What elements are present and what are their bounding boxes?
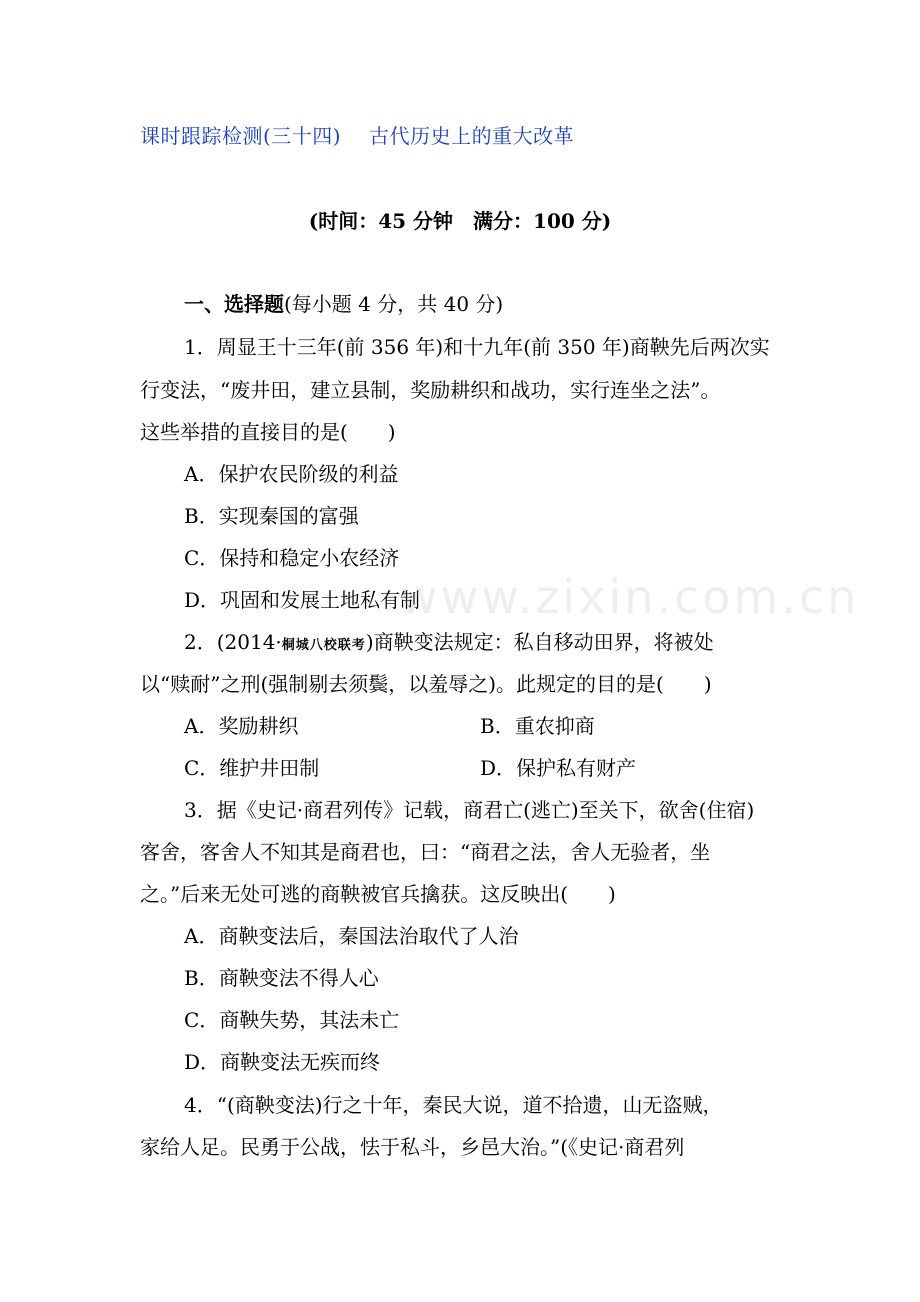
exam-meta: [0, 205, 920, 234]
section-heading: [184, 291, 503, 317]
q3-option-d: D．商鞅变法无疾而终: [184, 1050, 381, 1074]
q1-option-b: B．实现秦国的富强: [184, 504, 359, 528]
q1-option-c: C．保持和稳定小农经济: [184, 546, 400, 570]
q3-line-3: 之。”后来无处可逃的商鞅被官兵擒获。这反映出( ): [140, 882, 616, 906]
q2-option-d: D．保护私有财产: [480, 756, 637, 780]
q3-line-2: 客舍，客舍人不知其是商君也，曰：“商君之法，舍人无验者，坐: [140, 840, 711, 864]
q2-options-row-1: [184, 713, 744, 739]
q2-option-c: C．维护井田制: [184, 756, 320, 780]
q2-source: 桐城八校联考: [281, 638, 366, 653]
title-part-1: 课时跟踪检测(三十四): [140, 124, 342, 148]
q2-line-1: [184, 629, 714, 659]
q2-prefix: 2．(2014·: [184, 630, 282, 654]
section-title: 一、选择题: [184, 292, 284, 316]
q3-option-b: B．商鞅变法不得人心: [184, 966, 379, 990]
q2-option-a: A．奖励耕织: [184, 714, 299, 738]
q2-line-2: 以“赎耐”之刑(强制剔去须鬓，以羞辱之)。此规定的目的是( ): [140, 672, 712, 696]
document-title: [140, 120, 574, 149]
q3-line-1: 3．据《史记·商君列传》记载，商君亡(逃亡)至关下，欲舍(住宿): [184, 798, 755, 822]
q1-line-3: 这些举措的直接目的是( ): [140, 420, 396, 444]
q2-option-b: B．重农抑商: [480, 714, 595, 738]
watermark: www.zixin.com.cn: [400, 570, 860, 624]
q2-options-row-2: [184, 755, 744, 781]
q1-option-a: A．保护农民阶级的利益: [184, 462, 399, 486]
q1-option-d: D．巩固和发展土地私有制: [184, 588, 421, 612]
q2-line-1-rest: )商鞅变法规定：私自移动田界，将被处: [365, 630, 714, 654]
time-limit: (时间：45 分钟: [308, 209, 454, 233]
title-part-2: 古代历史上的重大改革: [369, 124, 575, 148]
full-score: 满分：100 分): [473, 209, 612, 233]
section-note: (每小题 4 分，共 40 分): [284, 292, 504, 316]
q1-line-1: 1．周显王十三年(前 356 年)和十九年(前 350 年)商鞅先后两次实: [184, 335, 770, 359]
q4-line-1: 4．“(商鞅变法)行之十年，秦民大说，道不拾遗，山无盗贼，: [184, 1093, 723, 1117]
q3-option-c: C．商鞅失势，其法未亡: [184, 1008, 400, 1032]
q1-line-2: 行变法，“废井田，建立县制，奖励耕织和战功，实行连坐之法”。: [140, 378, 721, 402]
q4-line-2: 家给人足。民勇于公战，怯于私斗，乡邑大治。”(《史记·商君列: [140, 1135, 685, 1159]
q3-option-a: A．商鞅变法后，秦国法治取代了人治: [184, 924, 519, 948]
